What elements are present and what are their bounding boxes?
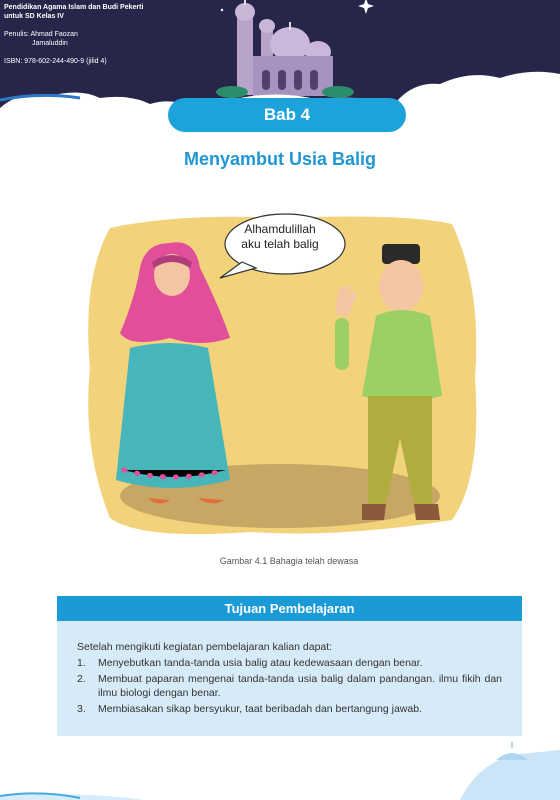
chapter-illustration [80, 208, 480, 546]
goal-text: Membiasakan sikap bersyukur, taat beribadah dan bertangung jawab. [98, 703, 422, 715]
speech-line: Alhamdulillah [244, 222, 316, 236]
book-subtitle: untuk SD Kelas IV [4, 13, 64, 20]
goal-item [77, 656, 502, 670]
goal-item [77, 672, 502, 700]
speech-text [225, 222, 335, 252]
chapter-label: Bab 4 [168, 98, 406, 132]
goals-heading: Tujuan Pembelajaran [57, 596, 522, 621]
figure-caption: Gambar 4.1 Bahagia telah dewasa [219, 556, 359, 566]
star-icon [358, 0, 374, 14]
goal-number: 3. [77, 703, 86, 715]
goals-intro: Setelah mengikuti kegiatan pembelajaran kalian dapat: [77, 641, 333, 653]
isbn-text: ISBN: 978-602-244-490-9 (jilid 4) [4, 58, 107, 65]
author-line: Penulis: Ahmad Faozan [4, 31, 78, 38]
goal-number: 2. [77, 673, 86, 685]
goal-text: Menyebutkan tanda-tanda usia balig atau kedewasaan dengan benar. [98, 657, 423, 669]
goal-text: Membuat paparan mengenai tanda-tanda usia balig dalam pandangan. ilmu fikih dan ilmu biologi dengan benar. [98, 673, 502, 699]
speech-line: aku telah balig [241, 237, 319, 251]
book-info [4, 3, 143, 66]
goal-item [77, 702, 502, 716]
mosque-icon [235, 0, 333, 96]
author-line-2: Jamaluddin [32, 40, 68, 47]
goal-number: 1. [77, 657, 86, 669]
book-title: Pendidikan Agama Islam dan Budi Pekerti [4, 4, 144, 11]
footer-decoration [0, 740, 560, 800]
chapter-title: Menyambut Usia Balig [183, 149, 377, 169]
goals-box [57, 621, 522, 736]
star-icon [221, 9, 223, 11]
goals-list [77, 656, 502, 716]
